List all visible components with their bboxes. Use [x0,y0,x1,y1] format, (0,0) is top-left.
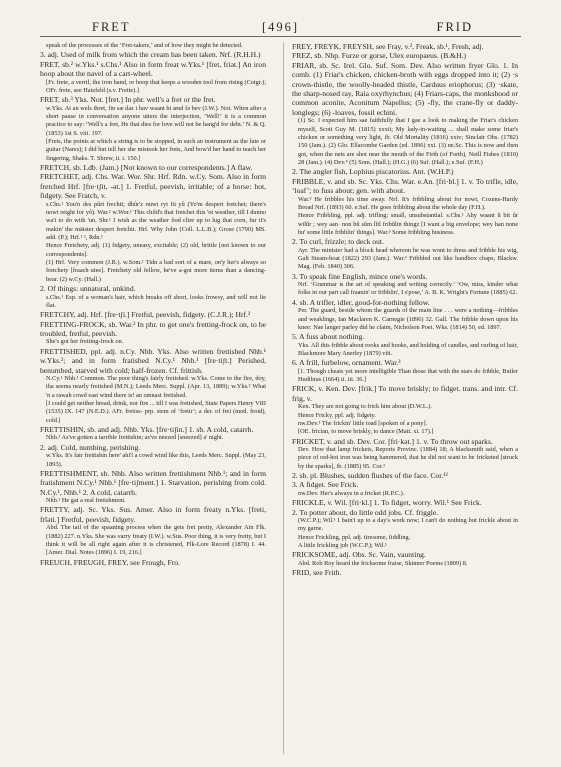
entry-paragraph: FRIBBLE, v. and sb. Sc. Yks. Chs. War. e.An. [fri·bl.] 1. v. To trifle, idle, ‘loaf’; to fuss about; gen. with about. [292,176,518,196]
citation-paragraph: She's got her fretting-frock on. [46,338,124,346]
entry-paragraph: FREZ, sb. Nhp. Furze or gorse, Ulex europaeus. (B.&H.) [292,51,466,61]
citation-paragraph: (W.C.P.); Wil.¹ I bain't up to a day's work now; I can't do nothing but frickle about in my garne. [298,517,518,533]
right-column [292,42,518,754]
page-number: [496] [261,20,300,34]
entry-paragraph: 2. The angler fish, Lophius piscatorius. Ant. (W.H.P.) [292,167,454,177]
citation-paragraph: A little frickling job (W.C.P.); Wil.¹ [298,542,387,550]
entry-paragraph: FRETTISHIN, sb. and adj. Nhb. Yks. [fre·tiʃin.] 1. sb. A cold, catarrh. [40,425,254,435]
etymology-paragraph: [OE. frician, to move briskly, to dance (Matt. xi. 17).] [298,428,434,436]
citation-paragraph: Per. The guard, beside whom the guards of the main line . . . were a nothing—fribbles and weaklings, Ian Maclaren K. Carnegie (1896) 32. Gall. The fribble down upon his knee: Nae langer parley did he claim, Nicholson Poet. Wks. (1814) 50, ed. 1897. [298,307,518,331]
citation-paragraph: Dev. How that lamp frickets, Reports Provinc. (1884) 18; A blacksmith said, when a piece of red-hot iron was being hammered, that he did not want to be fricketed [struck by the sparks], ib. (1885) 95. Cor.² [298,446,518,470]
entry-paragraph: FREY, FREYK, FREYSH, see Fray, v.², Freak, sb.¹, Fresh, adj. [292,42,484,51]
citation-paragraph: Hence Fricky, ppl. adj. fidgety. [298,411,376,419]
citation-paragraph: Ken. They are not going to frick him about (D.W.L.). [298,403,432,411]
entry-paragraph: FRICKSOME, adj. Obs. Sc. Vain, vaunting. [292,550,426,560]
entry-paragraph: FRET, sb.³ Yks. Not. [fret.] In phr. well's a fret or the fret. [40,95,216,105]
etymology-paragraph: [I could get neither bread, drink, nor fire ... till I was fretished, State Papers Henry VIII (1535) IX. 147 (N.E.D.). AFr. fretiss- prp. stem of ‘fretir’; a der. of frei (mod. froid), cold.] [46,400,266,424]
etymology-paragraph: [Fr. frete, a verril, the iron band, or hoop that keeps a wooden tool from rising (Cotgr.); OFr. frete, see Hatzfeld (s.v. Frette).] [46,78,266,94]
citation-paragraph: Hence Fretchety, adj. (1) fidgety, uneasy, excitable; (2) old, brittle [not known to our correspondents]. [46,242,266,258]
entry-paragraph: 6. A frill, furbelow, ornament. War.³ [292,358,401,368]
entry-paragraph: FRIAR, sb. Sc. Irel. Glo. Suf. Som. Dev. Also written fryer Glo. 1. In comb. (1) Friar's chicken, chicken-broth with eggs dropped into it; (2) ·s crown-thistle, the woolly-headed thistle, Carduus eriophorus; (3) ·skate, the sharp-nosed ray, Raia oxyrhynchus; (4) Friars-caps, the monkshood or common aconite, Aconitum Napellus; (5) -fly, the crane-fly or daddy-longlegs; (6) -loaves, fossil echini. [292,60,518,117]
entry-paragraph: FRETCH, sb. Ldb. (Jam.) [Not known to our correspondents.] A flaw. [40,163,253,173]
entry-paragraph: 2. sb. pl. Blushes, sudden flushes of the face. Cor.¹² [292,471,448,481]
etymology-paragraph: [1. Though cheats yet more intelligible Than those that with the stars do fribble, Butler Hudibras (1664) ii. iii. 36.] [298,367,518,384]
citation-paragraph: w.Yks. It's fair frettishin here' ahi'l a cowd wind like this, Leeds Merc. Suppl. (May 23, 1893). [46,452,266,468]
running-header [40,20,521,37]
column-divider [283,42,284,754]
citation-paragraph: Abd. Rob Roy heard the fricksome fraise, Skinner Poems (1809) 8. [298,559,468,567]
entry-paragraph: FREUCH, FREUGH, FREY, see Frough, Fro. [40,557,180,567]
entry-paragraph: 2. adj. Cold, numbing, perishing. [40,442,141,452]
entry-paragraph: 4. sb. A trifler, idler, good-for-nothing fellow. [292,297,430,307]
entry-paragraph: 5. A fuss about nothing. [292,332,365,342]
entry-paragraph: 3. To speak fine English, mince one's words. [292,271,428,281]
entry-paragraph: FRID, see Frith. [292,568,342,578]
citation-paragraph: Abd. The tail of the spaaning process when the gets fret pretty, Alexander Ain Flk. (1882) 227. n.Yks. She was varry freaty (I.W.). w.Sus. Poor thing, it is very fretty, but I think it will be all right again after it is christened, Flk-Lore Record (1878) I. 44. [Amer. Dial. Notes (1896) I. 19, 216.] [46,524,266,557]
citation-paragraph: Hence Fribbling, ppl. adj. trifling; small, unsubstantial. s.Chs.¹ Ahy waant ŭ bit ŭr wilŭr ; wey aan· non bŭ sŭm lĭtl fribŭlin thingz [I want a big envelope; wey han none bu' some little fribblin' things]. War.³ Some fribbling business. [298,212,518,236]
entry-paragraph: 2. To curl, frizzle; to deck out. [292,237,384,247]
header-right-word: FRID [436,20,473,34]
citation-paragraph: (1) Sc. I expected him sae faithfully that I gae a look to making the Friar's chicken myself, Scott Guy M. (1815) xxxii; My lady-in-waiting ... shall make some friar's chicken or something very light, ib. Old Mortality (1816) xxiv; Sinclair Obs. (1782) 150 (Jam.). (2) Glo. Ellacombe Garden (ed. 1896) xxi. (3) ne.Sc. This is now and then got, when the nets are shot near the mouth of the Firth (of Forth), Neill Fishes (1810) 28 (Jam.). (4) Dev.⁴ (5) Som. (Hall.); (H.G.) (6) Suf. (Hall.); e.Suf. (F.H.) [298,117,518,166]
entry-paragraph: 3. adj. Used of milk from which the cream has been taken. Nrf. (R.H.H.) [40,50,261,60]
entry-paragraph: FRETTISHMENT, sb. Nhb. Also written frettishment Nhb.¹; and in form fratishment N.Cy.¹ Nhb.¹ [fre·tiʃment.] 1. Starvation, perishing from cold. N.Cy.¹, Nhb.¹ 2. A cold, catarrh. [40,468,266,497]
entry-paragraph: 2. Of things: unnatural, unkind. [40,284,136,294]
citation-paragraph: s.Chs.¹ Esp. of a woman's hair, which breaks off short, looks frowsy, and will not lie flat. [46,293,266,309]
entry-paragraph: FRETTING-FROCK, sb. War.² In phr. to get one's fretting-frock on, to be troubled, fretful, peevish. [40,319,266,339]
citation-paragraph: Nrf. ‘Grammar is the art of speaking and writing correctly.’ ‘Ow, miss, kinder what folks in our part call fraanin' or fribblin', I s'pose,’ A. B. K. Wright's Fortune (1885) 62. [298,281,518,297]
entry-paragraph: 2. To potter about, do little odd jobs. Cf. friggle. [292,507,439,517]
citation-paragraph: N.Cy.¹ Nhb.¹ Common. The poor thing's fairly fretished. w.Yks. Come to the fire, doy, tha seems nearly fretished (M.N.); Leeds Merc. Suppl. (Apr. 13, 1889); w.Yks.² What 'n a rawah cowd east wind there is! an omnast fretished. [46,375,266,399]
citation-paragraph: s.Chs.¹ You'n des pûrt frechit; dhûr'z nuwt ryt fü yû (Yo'm despert fretchet; there's nowt reight for yô). War.² w.Wor.¹ This child's that fretchet this 'ot weather, till I dunno wa't to do with 'un. Shr.¹ I wish as the weather ŏod clier up to lug that corn, fur it's makin' the mäister despert fretchit. Hrf. Why John (Coll. L.L.B.); Grose (1790) MS. add. (P.); Hrf.¹ ², Rdn.¹ [46,200,266,242]
citation-paragraph: Nhb.¹ He gat a real fretishment. [46,497,126,505]
citation-paragraph: w.Yks. At an wels thret, fin sæ daz i hav waant bi ænd fə bev (J.W.). Not. When after a short pause in conversation anyone utters the interjection, ‘Well!’ it is a common practice to say: ‘Well's a fret, He that dies for love will not be hang'd for debt.’ N. & Q. (1853) 1st S. viii. 197. [46,104,266,137]
citation-paragraph: nw.Dev. Her's always in a fricket (R.P.C.). [298,489,405,497]
citation-paragraph: Ayr. The minister had a block head whereon he was wont to dress and fribble his wig, Galt Steam-boat (1822) 293 (Jam.). War.³ Fribbled out like bandbox chaps, Blackw. Mag. (Feb. 1840) 306. [298,246,518,271]
entry-paragraph: FRETTISHED, ppl. adj. n.Cy. Nhb. Yks. Also written frettished Nhb.¹ w.Yks.²; and in form fratished N.Cy.¹ Nhb.¹ [fre·tiʃt.] Perished, benumbed, starved with cold; half-frozen. Cf. frittish. [40,346,266,375]
entry-paragraph: FRETCHET, adj. Chs. War. Wor. Shr. Hrf. Rdn. w.Cy. Som. Also in form fretched Hrf. [fre·tʃit, -ət.] 1. Fretful, peevish, irritable; of a horse: hot, fidgety. See Fratch, v. [40,172,266,201]
citation-paragraph: Nhb.¹ As've gotten a tarrible frettishin; as've neezed [sneezed] a' night. [46,434,224,442]
entry-paragraph: FRET, sb.² w.Yks.¹ s.Chs.¹ Also in form freat w.Yks.¹ [fret, friət.] An iron hoop about the navel of a cart-wheel. [40,59,266,79]
entry-paragraph: FRETTY, adj. Sc. Yks. Sus. Amer. Also in form freaty n.Yks. [freti, frīəti.] Fretful, peevish, fidgety. [40,505,266,524]
citation-paragraph: War.³ He fribbles his time away. Nrf. It's fribbling about for nowt, Cozens-Hardy Broad Nrf. (1893) 60. e.Suf. He goes fribbling about the whole day (F.H.). [298,195,518,211]
citation-paragraph: Hence Frickling, ppl. adj. tiresome, fiddling. [298,533,411,541]
etymology-paragraph: [Frets, the points at which a string is to be stopped, in such an instrument as the lute or guitar (Nares); I did but tell her she mistook her frets, And bow'd her hand to teach her fingering, Shaks. T. Shrew, ii. i. 150.] [46,138,266,162]
citation-paragraph: speak of the processes of the ‘Fret-takers,’ and of how they might be detected. [46,42,243,49]
citation-paragraph: nw.Dev.¹ The frickin' little toad [spoken of a pony]. [298,419,428,427]
citation-paragraph: (1) Hrf. Very common (J.B.). w.Som.¹ Tidn a bad sort of a mare, on'y her's always so fretchety [fraach·utee]. Fretchety old fellow, he've a-got more items than a dancing-bear. (2) w.Cy. (Hall.) [46,259,266,283]
citation-paragraph: Yks. All this fribble about rooks and hooks, and holding of candles, and curling of hair, Blackmore Mary Anerley (1879) viii. [298,341,518,357]
entry-paragraph: 3. A fidget. See Frick. [292,480,359,490]
header-left-word: FRET [92,20,131,34]
entry-paragraph: FRICKLE, v. Wil. [fri·kl.] 1. To fidget, worry. Wil.¹ See Frick. [292,498,482,508]
entry-paragraph: FRICK, v. Ken. Dev. [frik.] To move briskly; to fidget. trans. and intr. Cf. frig, v. [292,384,518,403]
left-column [40,42,266,754]
entry-paragraph: FRICKET, v. and sb. Dev. Cor. [fri·kət.] 1. v. To throw out sparks. [292,436,493,446]
entry-paragraph: FRETCHY, adj. Hrf. [fre·tʃi.] Fretful, peevish, fidgety. (C.J.R.); Hrf.² [40,310,251,320]
